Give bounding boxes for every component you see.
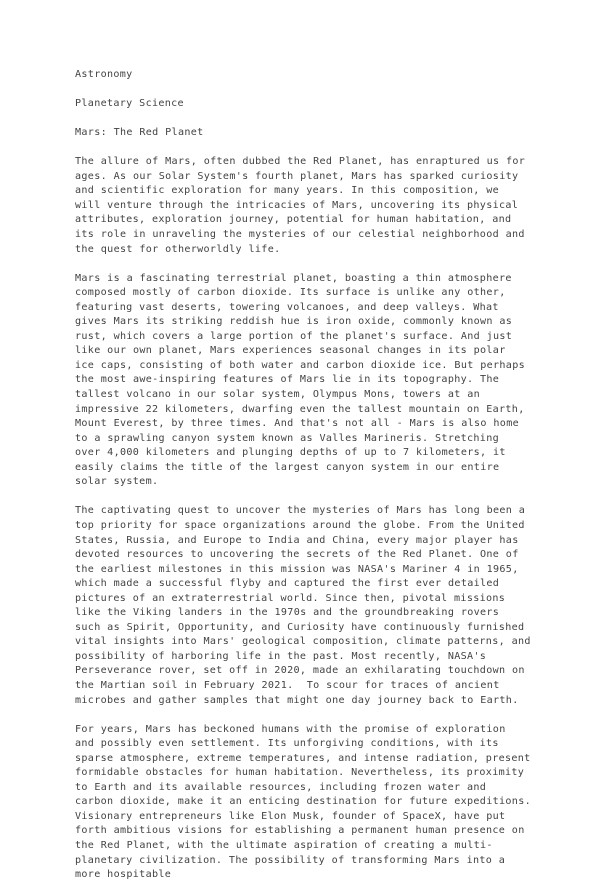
body-paragraph: Mars is a fascinating terrestrial planet, boasting a thin atmosphere composed mostly of carbon dioxide. Its surface is unlike any other, featuring vast deserts, towering volcanoes, and deep valleys. What gives Mars its striking reddish hue is iron oxide, commonly known as rust, which covers a large portion of the planet's surface. And just like our own planet, Mars experiences seasonal changes in its polar ice caps, consisting of both water and carbon dioxide ice. But perhaps the most awe-inspiring features of Mars lie in its topography. The tallest volcano in our solar system, Olympus Mons, towers at an impressive 22 kilometers, dwarfing even the tallest mountain on Earth, Mount Everest, by three times. And that's not all - Mars is also home to a sprawling canyon system known as Valles Marineris. Stretching over 4,000 kilometers and plunging depths of up to 7 kilometers, it easily claims the title of the largest canyon system in our entire solar system.: [75, 272, 532, 488]
page-title: Mars: The Red Planet: [75, 127, 204, 139]
subcategory-label: Planetary Science: [75, 98, 184, 110]
body-paragraph: For years, Mars has beckoned humans with the promise of exploration and possibly even settlement. Its unforgiving conditions, with its sparse atmosphere, extreme temperatures, and intense radiation, present formidable obstacles for human habitation. Nevertheless, its proximity to Earth and its available resources, including frozen water and carbon dioxide, make it an enticing destination for future expeditions. Visionary entrepreneurs like Elon Musk, founder of SpaceX, have put forth ambitious visions for establishing a permanent human presence on the Red Planet, with the ultimate aspiration of creating a multi-planetary civilization. The possibility of transforming Mars into a more hospitable: [75, 723, 538, 881]
body-paragraph: The allure of Mars, often dubbed the Red Planet, has enraptured us for ages. As our Solar System's fourth planet, Mars has sparked curiosity and scientific exploration for many years. In this composition, we will venture through the intricacies of Mars, uncovering its physical attributes, exploration journey, potential for human habitation, and its role in unraveling the mysteries of our celestial neighborhood and the quest for otherworldly life.: [75, 156, 532, 255]
body-paragraph: The captivating quest to uncover the mysteries of Mars has long been a top priority for space organizations around the globe. From the United States, Russia, and Europe to India and China, every major player has devoted resources to uncovering the secrets of the Red Planet. One of the earliest milestones in this mission was NASA's Mariner 4 in 1965, which made a successful flyby and captured the first ever detailed pictures of an extraterrestrial world. Since then, pivotal missions like the Viking landers in the 1970s and the groundbreaking rovers such as Spirit, Opportunity, and Curiosity have continuously furnished vital insights into Mars' geological composition, climate patterns, and possibility of harboring life in the past. Most recently, NASA's Perseverance rover, set off in 2020, made an exhilarating touchdown on the Martian soil in February 2021. To scour for traces of ancient microbes and gather samples that might one day journey back to Earth.: [75, 505, 538, 706]
category-label: Astronomy: [75, 69, 133, 80]
